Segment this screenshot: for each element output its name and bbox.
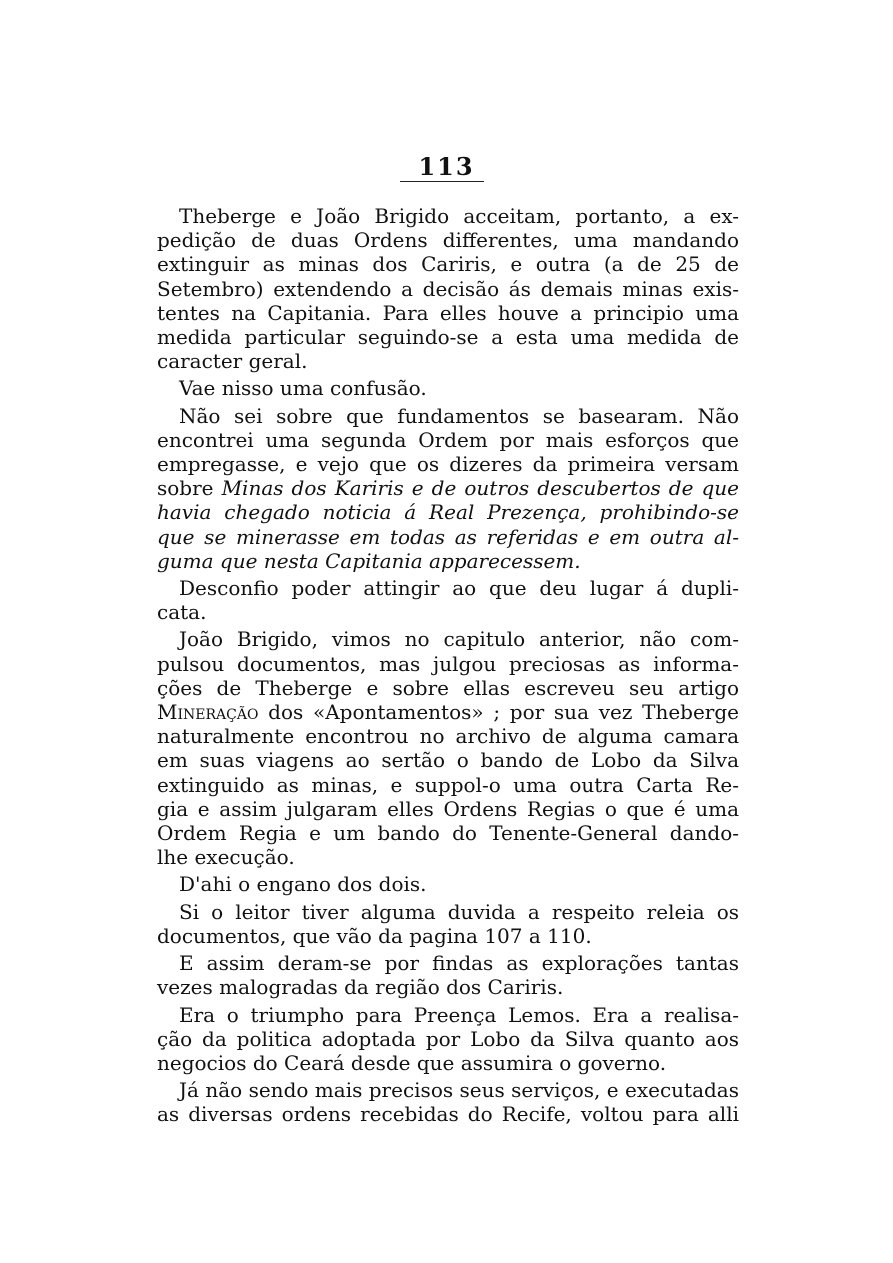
paragraph [157,951,739,999]
text-line: ção da politica adoptada por Lobo da Silva quanto aos [157,1026,739,1051]
text-line: Ordem Regia e um bando do Tenente-General dando- [157,821,739,846]
text-line: pedição de duas Ordens differentes, uma mandando [157,228,739,253]
text-line: Setembro) extendendo a decisão ás demais minas exis- [157,276,739,301]
text-line: extinguir as minas dos Cariris, e outra (a de 25 de [157,252,739,277]
italic-text-line: guma que nesta Capitania apparecessem. [157,548,581,573]
paragraph [157,627,739,869]
text-line: Theberge e João Brigido acceitam, portanto, a ex- [179,204,739,228]
paragraph [157,872,739,896]
text-line: vezes malogradas da região dos Cariris. [157,975,564,1000]
italic-quote: Minas dos Kariris e de outros descubertos de que [221,476,739,501]
text-line: empregasse, e vejo que os dizeres da primeira versam [157,452,739,477]
text-line: Desconfio poder attingir ao que deu lugar á dupli- [179,576,739,601]
text-line: Já não sendo mais precisos seus serviços, e executadas [179,1078,739,1103]
text-line: as diversas ordens recebidas do Recife, voltou para alli [157,1102,739,1127]
text-line: negocios do Ceará desde que assumira o governo. [157,1050,667,1075]
paragraph [157,376,739,400]
text-line: gia e assim julgaram elles Ordens Regias o que é uma [157,796,739,821]
italic-text-line: havia chegado noticia á Real Prezença, prohibindo-se [157,500,739,525]
text-line [157,476,739,500]
text-line: caracter geral. [157,349,308,374]
paragraph [157,576,739,624]
text-line: documentos, que vão da pagina 107 a 110. [157,923,592,948]
text-line: pulsou documentos, mas julgou preciosas as informa- [157,651,739,676]
text-line: medida particular seguindo-se a esta uma medida de [157,325,739,350]
text-line [157,700,739,724]
paragraph [157,900,739,948]
text-line: tentes na Capitania. Para elles houve a principio uma [157,300,739,325]
text-line: D'ahi o engano dos dois. [179,872,427,897]
page-number: 113 [418,152,475,181]
text-line: cata. [157,600,207,625]
text-line: em suas viagens ao sertão o bando de Lobo da Silva [157,748,739,773]
text-line: ções de Theberge e sobre ellas escreveu seu artigo [157,675,739,700]
text-line: Vae nisso uma confusão. [179,376,427,401]
page-number-rule [400,181,484,182]
text-fragment: sobre [157,476,222,501]
paragraph [157,204,739,373]
text-line: Não sei sobre que fundamentos se basearam. Não [179,403,739,428]
text-fragment: dos «Apontamentos» ; por sua vez Theberge [258,700,739,725]
text-line: Si o leitor tiver alguma duvida a respeito releia os [179,899,739,924]
paragraph [157,1078,739,1126]
text-line: naturalmente encontrou no archivo de alguma camara [157,724,739,749]
text-line: E assim deram-se por findas as explorações tantas [179,951,739,976]
body-text [157,204,739,1130]
paragraph [157,404,739,573]
italic-text-line: que se minerasse em todas as referidas e em outra al- [157,524,739,549]
text-line: extinguido as minas, e suppol-o uma outra Carta Re- [157,772,739,797]
paragraph [157,1003,739,1076]
text-line: encontrei uma segunda Ordem por mais esforços que [157,427,739,452]
smallcaps-word: Mineração [157,700,259,725]
text-line: João Brigido, vimos no capitulo anterior, não com- [179,627,739,652]
text-line: lhe execução. [157,845,295,870]
text-line: Era o triumpho para Preença Lemos. Era a realisa- [179,1002,739,1027]
